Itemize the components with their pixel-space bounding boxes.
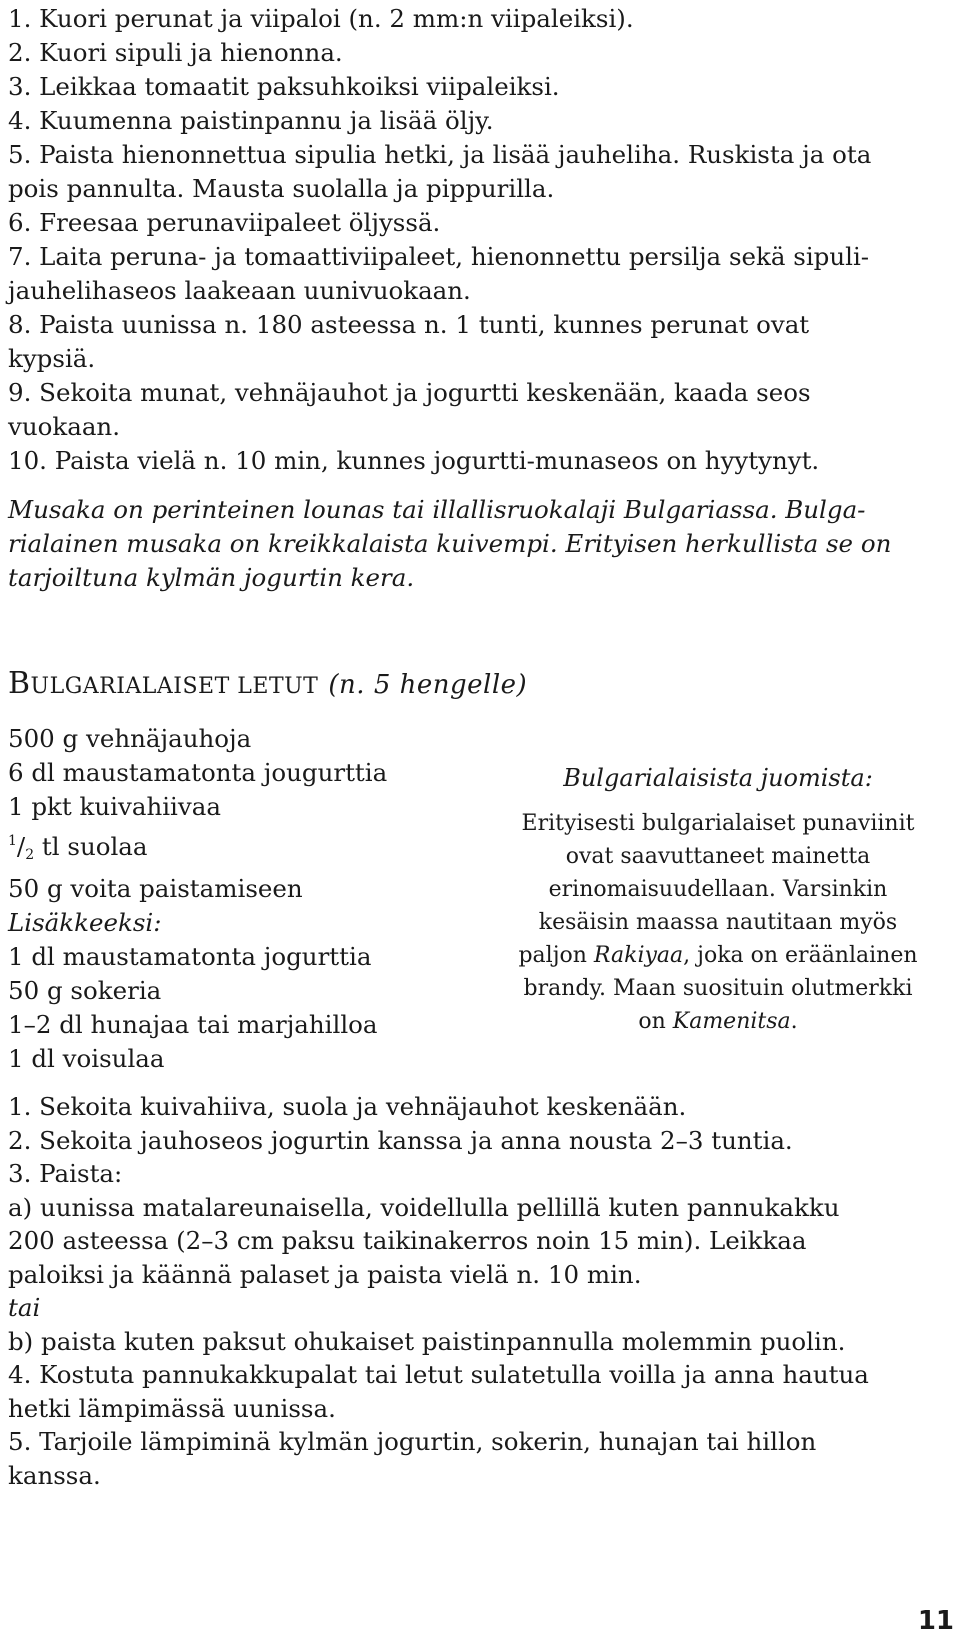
drinks-sidebar: [508, 762, 928, 1038]
step-line: pois pannulta. Mausta suolalla ja pippurilla.: [8, 174, 555, 203]
ingredient: 50 g voita paistamiseen: [8, 874, 303, 903]
letut-steps: [8, 1090, 948, 1492]
title-initial: B: [8, 666, 31, 701]
step-line: 4. Kostuta pannukakkupalat tai letut sulatetulla voilla ja anna hautua: [8, 1360, 869, 1389]
note-line: Musaka on perinteinen lounas tai illallisruokalaji Bulgariassa. Bulga-: [8, 495, 866, 524]
step-line: a) uunissa matalareunaisella, voidellulla pellillä kuten pannukakku: [8, 1192, 840, 1222]
step-line: 7. Laita peruna- ja tomaattiviipaleet, hienonnettu persilja sekä sipuli-: [8, 242, 870, 271]
step-line: 5. Tarjoile lämpiminä kylmän jogurtin, sokerin, hunajan tai hillon: [8, 1427, 817, 1456]
sidebar-line: on Kamenitsa.: [638, 1009, 798, 1034]
sidebar-line: erinomaisuudellaan. Varsinkin: [548, 877, 888, 902]
step-line: 10. Paista vielä n. 10 min, kunnes jogurtti-munaseos on hyytynyt.: [8, 446, 820, 475]
step-line: 2. Kuori sipuli ja hienonna.: [8, 38, 343, 67]
ingredient-salt: $^1/_2$ tl suolaa: [8, 832, 148, 863]
note-line: rialainen musaka on kreikkalaista kuivempi. Erityisen herkullista se on: [8, 529, 892, 558]
step-line: 5. Paista hienonnettua sipulia hetki, ja lisää jauheliha. Ruskista ja ota: [8, 140, 872, 169]
step-line: 3. Paista:: [8, 1159, 123, 1188]
step-line: jauhelihaseos laakeaan uunivuokaan.: [8, 276, 471, 305]
step-line: 200 asteessa (2–3 cm paksu taikinakerros noin 15 min). Leikkaa: [8, 1226, 807, 1255]
step-line: vuokaan.: [8, 412, 120, 441]
fraction: $^1/_2$: [8, 832, 35, 863]
step-line: paloiksi ja käännä palaset ja paista vielä n. 10 min.: [8, 1259, 642, 1289]
step-line: 1. Kuori perunat ja viipaloi (n. 2 mm:n viipaleiksi).: [8, 4, 634, 33]
page-number: 11: [917, 1606, 954, 1636]
ingredient: 1 pkt kuivahiivaa: [8, 792, 221, 821]
step-line: 4. Kuumenna paistinpannu ja lisää öljy.: [8, 106, 494, 135]
recipe-title: [8, 666, 527, 701]
musaka-steps: [8, 2, 948, 478]
step-line: 1. Sekoita kuivahiiva, suola ja vehnäjauhot keskenään.: [8, 1092, 687, 1121]
step-line: 8. Paista uunissa n. 180 asteessa n. 1 tunti, kunnes perunat ovat: [8, 310, 810, 339]
sidebar-line: ovat saavuttaneet mainetta: [565, 844, 871, 869]
extra-item: 1–2 dl hunajaa tai marjahilloa: [8, 1010, 378, 1039]
ingredient-list: [8, 722, 488, 1076]
step-line: kanssa.: [8, 1460, 101, 1490]
step-line: 3. Leikkaa tomaatit paksuhkoiksi viipaleiksi.: [8, 72, 560, 101]
extra-item: 50 g sokeria: [8, 976, 162, 1005]
sidebar-line: brandy. Maan suosituin olutmerkki: [523, 976, 913, 1001]
step-line: 2. Sekoita jauhoseos jogurtin kanssa ja anna nousta 2–3 tuntia.: [8, 1125, 793, 1155]
extras-heading: Lisäkkeeksi:: [8, 908, 162, 937]
sidebar-line: kesäisin maassa nautitaan myös: [538, 910, 898, 935]
musaka-note: [8, 493, 948, 595]
ingredient: 500 g vehnäjauhoja: [8, 724, 252, 753]
sidebar-line: paljon Rakiyaa, joka on eräänlainen: [518, 943, 918, 968]
step-line: 6. Freesaa perunaviipaleet öljyssä.: [8, 208, 441, 237]
sidebar-line: Erityisesti bulgarialaiset punaviinit: [521, 811, 915, 836]
extra-item: 1 dl maustamatonta jogurttia: [8, 942, 372, 971]
step-line: kypsiä.: [8, 344, 96, 373]
sidebar-heading: Bulgarialaisista juomista:: [563, 764, 873, 792]
title-rest: ULGARIALAISET LETUT: [30, 674, 319, 699]
step-line: b) paista kuten paksut ohukaiset paistinpannulla molemmin puolin.: [8, 1326, 846, 1356]
step-line: 9. Sekoita munat, vehnäjauhot ja jogurtti keskenään, kaada seos: [8, 378, 811, 407]
or-word: tai: [8, 1293, 41, 1322]
extra-item: 1 dl voisulaa: [8, 1044, 165, 1073]
servings: (n. 5 hengelle): [328, 670, 528, 700]
ingredient: 6 dl maustamatonta jougurttia: [8, 758, 388, 787]
note-line: tarjoiltuna kylmän jogurtin kera.: [8, 563, 415, 592]
step-line: hetki lämpimässä uunissa.: [8, 1393, 336, 1423]
